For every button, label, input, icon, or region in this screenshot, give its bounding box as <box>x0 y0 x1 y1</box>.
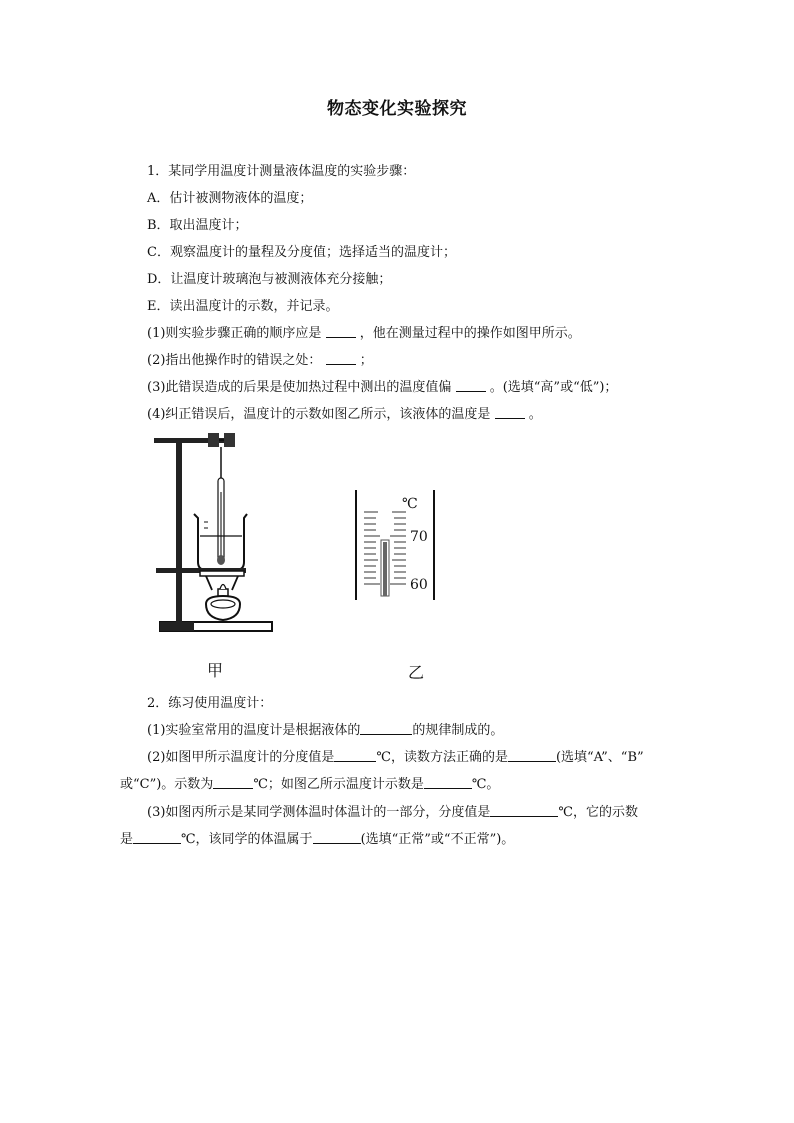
answer-blank[interactable] <box>424 776 472 789</box>
q2-sub3-cont: 是 ℃，该同学的体温属于 (选填“正常”或“不正常”)。 <box>120 832 515 847</box>
thermo-tick-70: 70 <box>410 529 428 545</box>
answer-blank[interactable] <box>326 352 356 365</box>
figure-jia-label: 甲 <box>207 661 224 680</box>
q1-sub4: (4)纠正错误后，温度计的示数如图乙所示，该液体的温度是 。 <box>147 407 542 422</box>
answer-blank[interactable] <box>508 749 556 762</box>
q2-sub1: (1)实验室常用的温度计是根据液体的 的规律制成的。 <box>147 723 504 738</box>
q2-sub2-cont: 或“C”)。示数为 ℃；如图乙所示温度计示数是 ℃。 <box>120 777 500 792</box>
q1-step-a: A．估计被测物液体的温度； <box>147 191 313 206</box>
answer-blank[interactable] <box>490 804 558 817</box>
answer-blank[interactable] <box>133 831 181 844</box>
q2-sub2: (2)如图甲所示温度计的分度值是 ℃，读数方法正确的是 (选填“A”、“B” <box>147 750 644 765</box>
thermo-tick-60: 60 <box>410 577 428 593</box>
q1-step-c: C．观察温度计的量程及分度值；选择适当的温度计； <box>147 245 456 260</box>
q1-step-b: B．取出温度计； <box>147 218 248 233</box>
answer-blank[interactable] <box>456 379 486 392</box>
thermo-unit: ℃ <box>402 496 418 512</box>
page-title: 物态变化实验探究 <box>327 99 467 119</box>
figure-yi-thermometer <box>352 488 442 603</box>
q2-sub3: (3)如图丙所示是某同学测体温时体温计的一部分，分度值是 ℃，它的示数 <box>147 805 638 820</box>
answer-blank[interactable] <box>313 831 361 844</box>
q1-step-e: E．读出温度计的示数，并记录。 <box>147 299 339 314</box>
answer-blank[interactable] <box>326 325 356 338</box>
figure-jia-apparatus <box>148 432 278 637</box>
answer-blank[interactable] <box>495 406 525 419</box>
q1-sub1: (1)则实验步骤正确的顺序应是 ，他在测量过程中的操作如图甲所示。 <box>147 326 581 341</box>
q1-step-d: D．让温度计玻璃泡与被测液体充分接触； <box>147 272 392 287</box>
q1-sub2: (2)指出他操作时的错误之处： ； <box>147 353 373 368</box>
q2-stem: 2．练习使用温度计： <box>147 696 273 711</box>
figure-yi-label: 乙 <box>408 663 425 682</box>
answer-blank[interactable] <box>360 722 412 735</box>
q1-sub3: (3)此错误造成的后果是使加热过程中测出的温度值偏 。(选填“高”或“低”)； <box>147 380 618 395</box>
answer-blank[interactable] <box>213 776 253 789</box>
q1-stem: 1．某同学用温度计测量液体温度的实验步骤： <box>147 164 416 179</box>
answer-blank[interactable] <box>334 749 376 762</box>
